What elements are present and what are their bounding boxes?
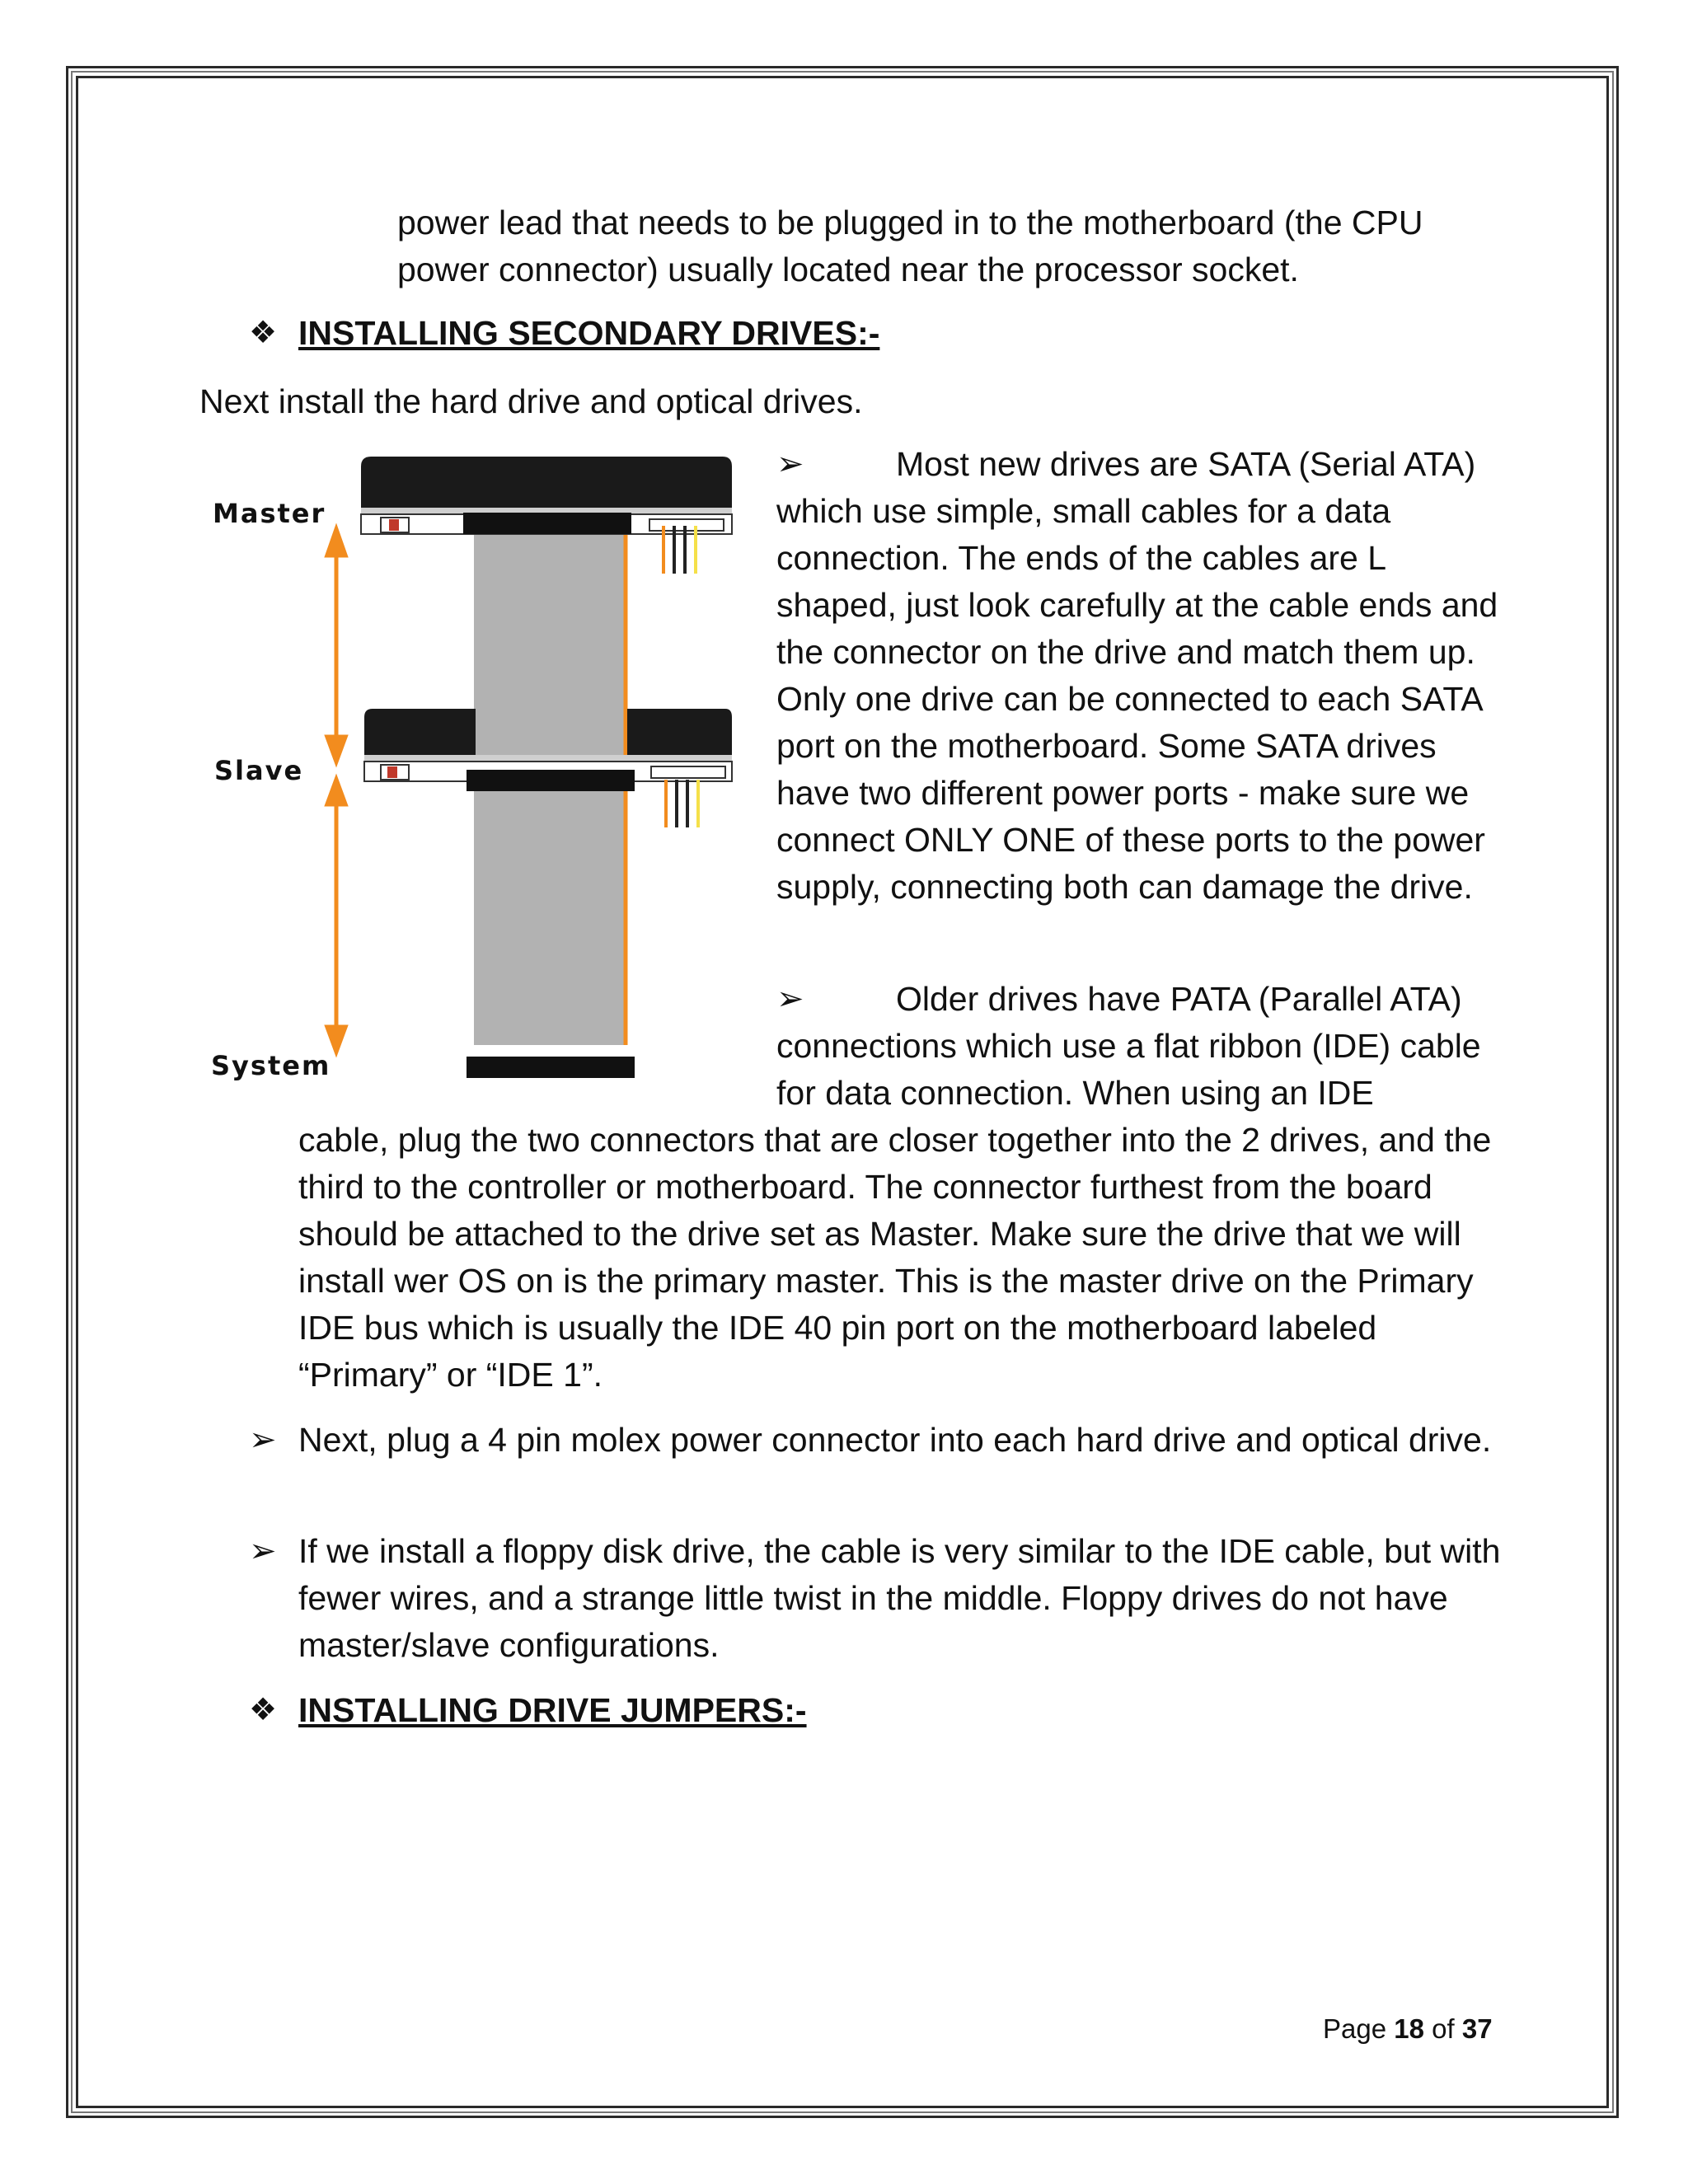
diamond-bullet-icon: ❖ xyxy=(249,1693,278,1727)
list-item-floppy: If we install a floppy disk drive, the cable is very similar to the IDE cable, but with fewer wires, and a strange little twist in the middle. Floppy drives do not have master/slave configurations. xyxy=(298,1532,1501,1664)
arrow-bullet-icon: ➢ xyxy=(249,1533,277,1569)
section-heading-drive-jumpers: INSTALLING DRIVE JUMPERS:- xyxy=(298,1691,807,1729)
list-item-sata: Most new drives are SATA (Serial ATA) which use simple, small cables for a data connection. The ends of the cables are L shaped, just look carefully at the cable ends and the connector on the drive and match them up. Only one drive can be connected to each SATA port on the motherboard. Some SATA drives have two different power ports - make sure we connect ONLY ONE of these ports to the power supply, connecting both can damage the drive. xyxy=(776,445,1498,906)
footer-current-page: 18 xyxy=(1394,2013,1424,2044)
footer-page-word: Page xyxy=(1323,2013,1387,2044)
slave-connector xyxy=(467,770,635,791)
master-connector xyxy=(463,513,631,534)
page-number-footer xyxy=(1323,2013,1493,2045)
slave-system-arrow xyxy=(325,775,348,1057)
intro-continuation: power lead that needs to be plugged in to the motherboard (the CPU power connector) usually located near the processor socket. xyxy=(397,204,1423,288)
section-heading-secondary-drives: INSTALLING SECONDARY DRIVES:- xyxy=(298,314,880,352)
ide-cable-diagram xyxy=(198,452,742,1086)
list-item-pata-continued: cable, plug the two connectors that are closer together into the 2 drives, and the third to the controller or motherboard. The connector furthest from the board should be attached to the drive set as Master. Make sure the drive that we will install wer OS on is the primary master. This is the master drive on the Primary IDE bus which is usually the IDE 40 pin port on the motherboard labeled “Primary” or “IDE 1”. xyxy=(298,1121,1492,1394)
arrow-bullet-icon: ➢ xyxy=(776,981,804,1017)
footer-of-word: of xyxy=(1432,2013,1455,2044)
label-system: System xyxy=(211,1050,331,1081)
diamond-bullet-icon: ❖ xyxy=(249,316,278,350)
system-connector xyxy=(467,1057,635,1078)
master-slave-arrow xyxy=(325,524,348,766)
arrow-bullet-icon: ➢ xyxy=(249,1422,277,1458)
footer-total-pages: 37 xyxy=(1461,2013,1493,2044)
arrow-bullet-icon: ➢ xyxy=(776,446,804,482)
section-lead: Next install the hard drive and optical drives. xyxy=(199,382,863,420)
list-item-molex: Next, plug a 4 pin molex power connector into each hard drive and optical drive. xyxy=(298,1421,1492,1459)
label-master: Master xyxy=(213,498,326,529)
list-item-pata-intro: Older drives have PATA (Parallel ATA) connections which use a flat ribbon (IDE) cable for data connection. When using an IDE xyxy=(776,980,1481,1112)
label-slave: Slave xyxy=(214,755,304,786)
